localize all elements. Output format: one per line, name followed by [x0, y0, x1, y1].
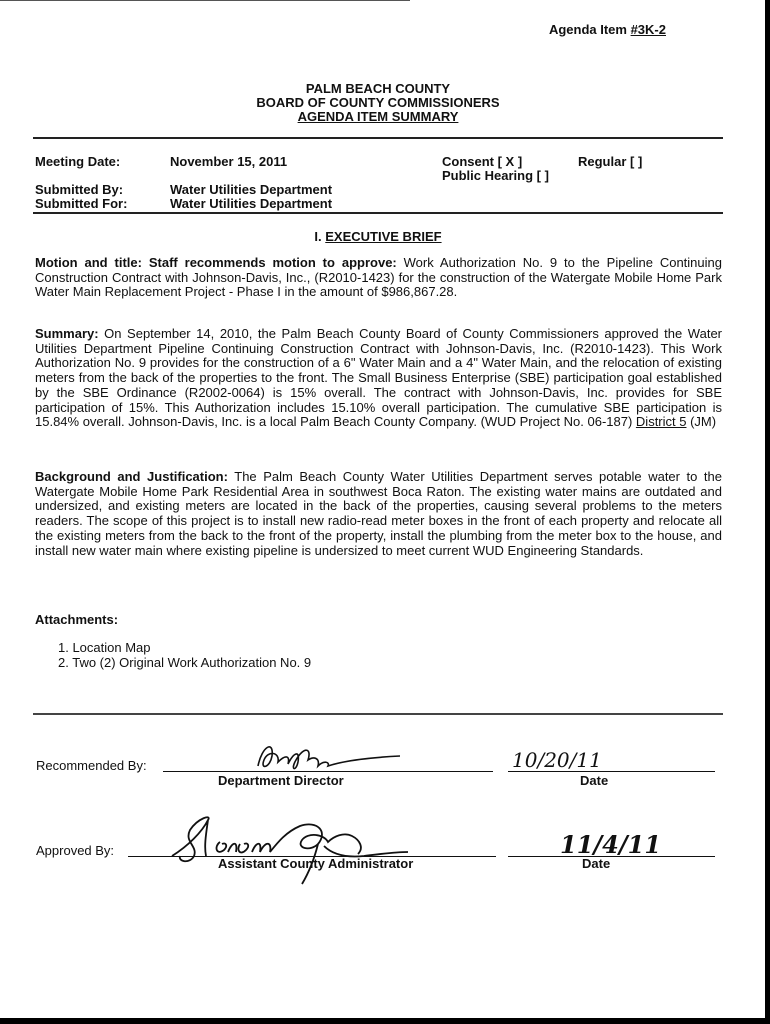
recommended-handwritten-date: 10/20/11	[512, 748, 602, 772]
meeting-info-divider	[33, 212, 723, 214]
approved-handwritten-date: 11/4/11	[560, 830, 662, 859]
regular-checkbox-text: Regular [ ]	[578, 154, 643, 169]
department-director-role: Department Director	[218, 773, 344, 788]
document-title	[0, 109, 756, 124]
assistant-county-administrator-role: Assistant County Administrator	[218, 856, 414, 871]
agenda-item-code: #3K-2	[630, 22, 666, 37]
submitted-for-value: Water Utilities Department	[170, 196, 333, 211]
signature-section-divider	[33, 713, 723, 715]
agenda-item-prefix: Agenda Item	[548, 22, 631, 37]
director-signature-icon	[250, 738, 410, 778]
approved-by-label: Approved By:	[36, 843, 115, 858]
background-label: Background and Justification:	[35, 469, 228, 484]
public-hearing-checkbox-text: Public Hearing [ ]	[442, 168, 549, 183]
recommended-date-label: Date	[580, 773, 609, 788]
administrator-signature-icon	[168, 812, 428, 892]
background-text: The Palm Beach County Water Utilities Department serves potable water to the Watergate Mobile Home Park Residential Area in southwest Boca Raton. The existing water mains are outdated and undersized, and existing meters are located in the back of the properties, causing several problems to the meters readers. The scope of this project is to install new radio-read meter boxes in the front of each property and relocate all the existing meters from the back to the front of the property, install the plumbing from the meter box to the house, and install new water main where existing pipeline is undersized to meet current WUD Engineering Standards.	[35, 469, 722, 558]
motion-text: Work Authorization No. 9 to the Pipeline Continuing Construction Contract with Johnson-Davis, Inc., (R2010-1423) for the construction of the Watergate Mobile Home Park Water Main Replacement Project - Phase I in the amount of $986,867.28.	[35, 255, 722, 300]
attachments-label: Attachments:	[35, 612, 119, 627]
submitted-for-label: Submitted For:	[35, 196, 128, 211]
section-title-text: EXECUTIVE BRIEF	[325, 229, 442, 244]
motion-paragraph	[35, 256, 722, 300]
scan-right-border	[765, 0, 770, 1024]
attachments-list	[58, 640, 311, 670]
summary-suffix: (JM)	[686, 414, 717, 430]
motion-label: Motion and title: Staff recommends motion to approve:	[35, 255, 397, 270]
board-name: BOARD OF COUNTY COMMISSIONERS	[256, 95, 500, 110]
submitted-by-value: Water Utilities Department	[170, 182, 333, 197]
header-divider	[33, 137, 723, 139]
summary-label: Summary:	[35, 326, 99, 341]
background-paragraph	[35, 470, 722, 558]
attachment-item: 1. Location Map	[58, 640, 151, 655]
summary-text: On September 14, 2010, the Palm Beach County Board of County Commissioners approved the Water Utilities Department Pipeline Continuing Construction Contract with Johnson-Davis, Inc. (R2010-1423). This Work Authorization No. 9 provides for the construction of a 6" Water Main and a 4" Water Main, and the relocation of existing meters from the back of the properties to the front. The Small Business Enterprise (SBE) participation goal established by the SBE Ordinance (R2002-0064) is 15% overall. The contract with Johnson-Davis, Inc. provides for SBE participation of 15%. This Authorization includes 15.10% overall participation. The cumulative SBE participation is 15.84% overall. Johnson-Davis, Inc. is a local Palm Beach County Company. (WUD Project No. 06-187)	[35, 326, 722, 430]
county-name: PALM BEACH COUNTY	[305, 81, 451, 96]
agenda-item-number	[549, 22, 666, 37]
attachment-item: 2. Two (2) Original Work Authorization No. 9	[58, 655, 312, 670]
scan-bottom-border	[0, 1018, 770, 1024]
district-text: District 5	[635, 414, 687, 430]
recommended-by-label: Recommended By:	[36, 758, 147, 773]
document-title-text: AGENDA ITEM SUMMARY	[297, 109, 459, 124]
approved-date-label: Date	[582, 856, 611, 871]
consent-checkbox-text: Consent [ X ]	[442, 154, 523, 169]
meeting-date-value: November 15, 2011	[170, 154, 288, 169]
section-number: I.	[314, 229, 326, 244]
summary-paragraph	[35, 327, 722, 430]
scan-top-edge	[0, 0, 410, 1]
meeting-date-label: Meeting Date:	[35, 154, 121, 169]
submitted-by-label: Submitted By:	[35, 182, 124, 197]
section-title	[0, 229, 756, 244]
